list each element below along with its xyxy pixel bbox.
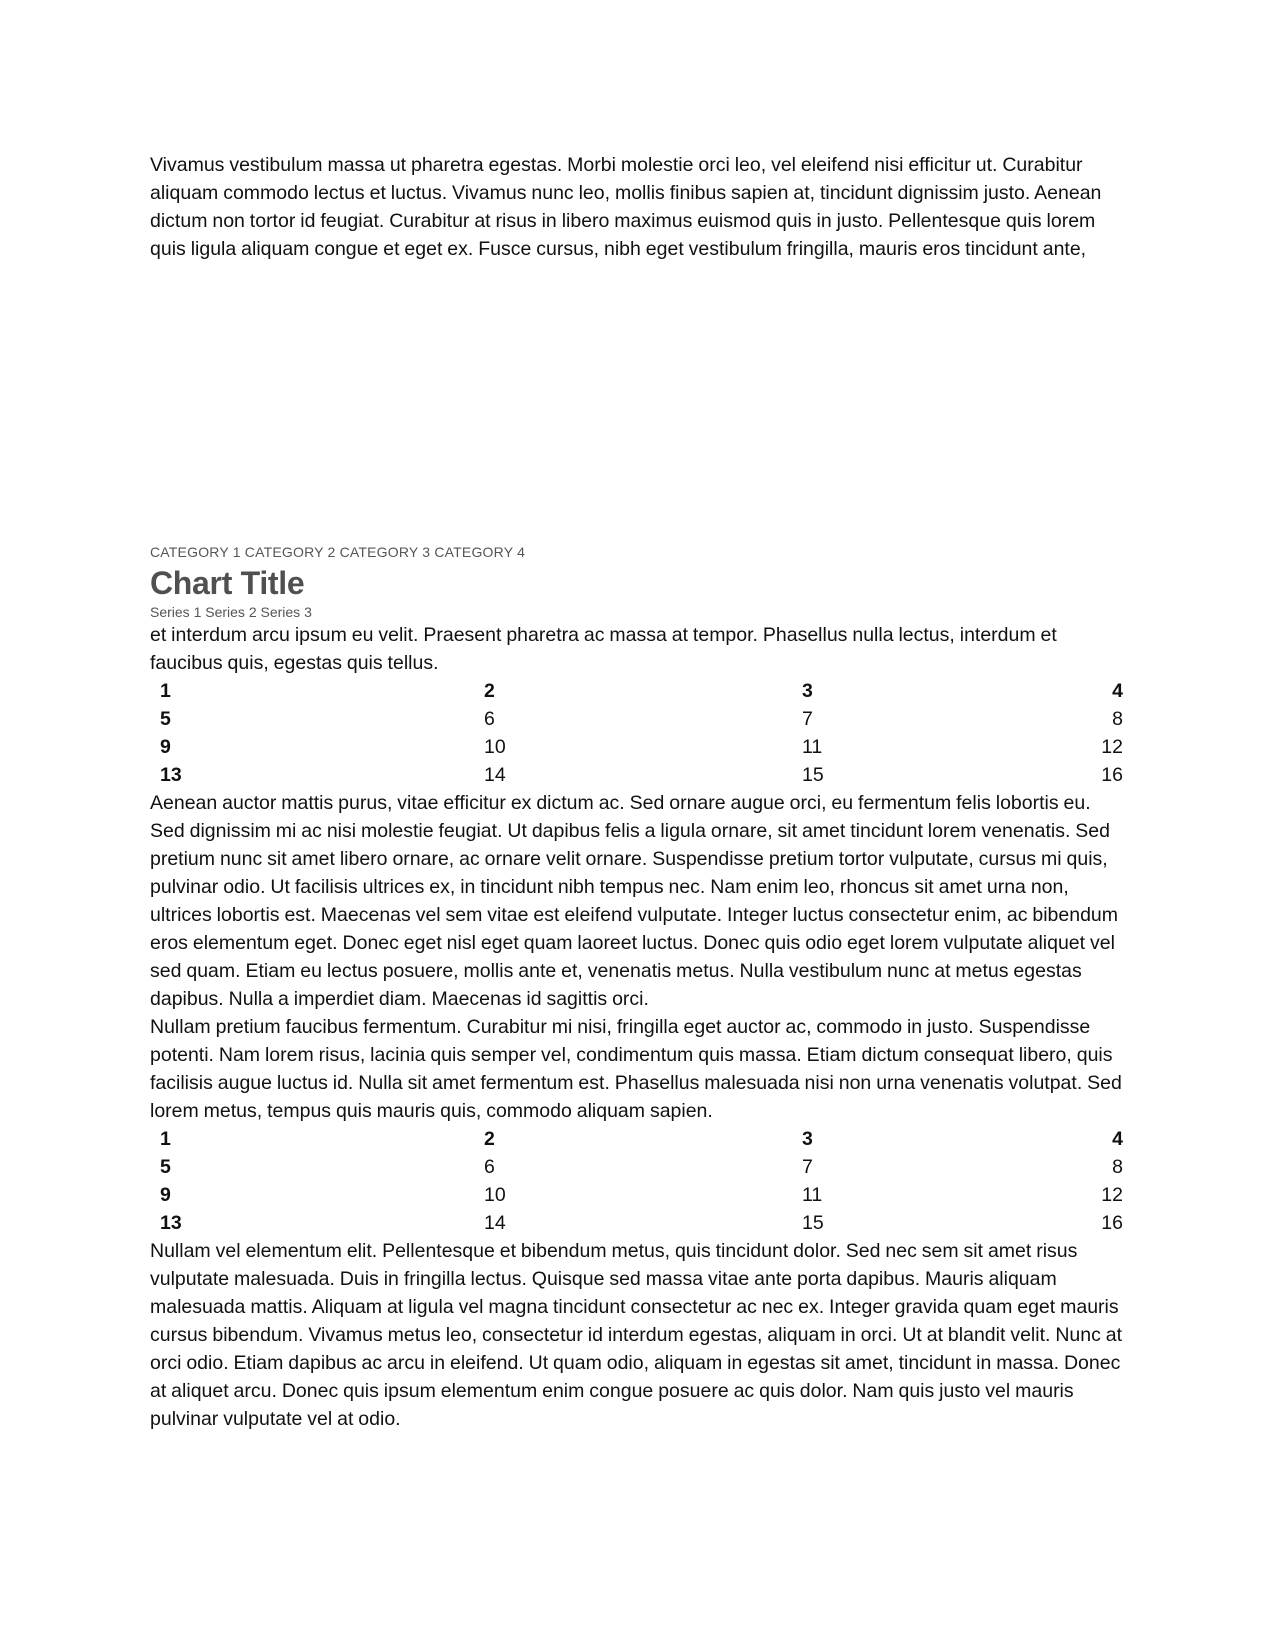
table-cell: 10: [484, 736, 506, 758]
body-paragraph-3: Aenean auctor mattis purus, vitae efficitur ex dictum ac. Sed ornare augue orci, eu fermentum felis lobortis eu. Sed dignissim mi ac nisi molestie feugiat. Ut dapibus felis a ligula ornare, sit amet tincidunt lorem venenatis. Sed pretium nunc sit amet libero ornare, ac ornare velit ornare. Suspendisse pretium tortor vulputate, cursus mi quis, pulvinar odio. Ut facilisis ultrices ex, in tincidunt nibh tempus nec. Nam enim leo, rhoncus sit amet urna non, ultrices lobortis est. Maecenas vel sem vitae est eleifend vulputate. Integer luctus consectetur enim, ac bibendum eros elementum eget. Donec eget nisl eget quam laoreet luctus. Donec quis odio eget lorem vulputate aliquet vel sed quam. Etiam eu lectus posuere, mollis ante et, venenatis metus. Nulla vestibulum nunc at metus egestas dapibus. Nulla a imperdiet diam. Maecenas id sagittis orci.: [150, 792, 1119, 1010]
table-row: [150, 1125, 1125, 1153]
table-row: [150, 1153, 1125, 1181]
table-cell: 13: [160, 1212, 182, 1234]
table-cell: 14: [484, 764, 506, 786]
body-paragraph-2: et interdum arcu ipsum eu velit. Praesent pharetra ac massa at tempor. Phasellus nulla lectus, interdum et faucibus quis, egestas quis tellus.: [150, 624, 1057, 674]
table-cell: 14: [484, 1212, 506, 1234]
table-cell: 2: [484, 1128, 495, 1150]
table-cell: 1: [160, 680, 171, 702]
intro-section: [150, 151, 1125, 263]
table-row: [150, 761, 1125, 789]
number-table-2: [150, 1125, 1125, 1237]
table-cell: 9: [160, 736, 171, 758]
table-cell: 3: [802, 680, 813, 702]
chart-category-labels: CATEGORY 1 CATEGORY 2 CATEGORY 3 CATEGORY 4: [150, 544, 526, 560]
table-cell: 7: [802, 1156, 813, 1178]
table-cell: 6: [484, 708, 495, 730]
intro-paragraph: Vivamus vestibulum massa ut pharetra egestas. Morbi molestie orci leo, vel eleifend nisi efficitur ut. Curabitur aliquam commodo lectus et luctus. Vivamus nunc leo, mollis finibus sapien at, tincidunt dignissim justo. Aenean dictum non tortor id feugiat. Curabitur at risus in libero maximus euismod quis in justo. Pellentesque quis lorem quis ligula aliquam congue et eget ex. Fusce cursus, nibh eget vestibulum fringilla, mauris eros tincidunt ante,: [150, 154, 1102, 260]
table-cell: 6: [484, 1156, 495, 1178]
table-row: [150, 733, 1125, 761]
table-cell: 8: [1112, 1156, 1123, 1178]
table-cell: 10: [484, 1184, 506, 1206]
table-cell: 9: [160, 1184, 171, 1206]
body-paragraph-4: Nullam pretium faucibus fermentum. Curabitur mi nisi, fringilla eget auctor ac, commodo in justo. Suspendisse potenti. Nam lorem risus, lacinia quis semper vel, condimentum quis massa. Etiam dictum consequat libero, quis facilisis augue luctus id. Nulla sit amet fermentum est. Phasellus malesuada nisi non urna venenatis volutpat. Sed lorem metus, tempus quis mauris quis, commodo aliquam sapien.: [150, 1016, 1122, 1122]
table-cell: 11: [802, 736, 823, 758]
table-cell: 15: [802, 1212, 824, 1234]
table-row: [150, 1181, 1125, 1209]
table-cell: 4: [1112, 1128, 1123, 1150]
table-cell: 3: [802, 1128, 813, 1150]
table-row: [150, 705, 1125, 733]
table-row: [150, 677, 1125, 705]
table-cell: 16: [1101, 764, 1123, 786]
table-cell: 1: [160, 1128, 171, 1150]
chart-title: Chart Title: [150, 565, 305, 601]
chart-placeholder: [150, 543, 1125, 621]
table-cell: 13: [160, 764, 182, 786]
body-paragraph-5: Nullam vel elementum elit. Pellentesque et bibendum metus, quis tincidunt dolor. Sed nec sem sit amet risus vulputate malesuada. Duis in fringilla lectus. Quisque sed massa vitae ante porta dapibus. Mauris aliquam malesuada mattis. Aliquam at ligula vel magna tincidunt consectetur ac nec ex. Integer gravida quam eget mauris cursus bibendum. Vivamus metus leo, consectetur id interdum egestas, aliquam in orci. Ut at blandit velit. Nunc at orci odio. Etiam dapibus ac arcu in eleifend. Ut quam odio, aliquam in egestas sit amet, tincidunt in massa. Donec at aliquet arcu. Donec quis ipsum elementum enim congue posuere ac quis dolor. Nam quis justo vel mauris pulvinar vulputate vel at odio.: [150, 1240, 1123, 1430]
table-cell: 12: [1101, 736, 1123, 758]
table-cell: 7: [802, 708, 813, 730]
table-cell: 5: [160, 1156, 171, 1178]
table-cell: 11: [802, 1184, 823, 1206]
table-cell: 12: [1101, 1184, 1123, 1206]
table-cell: 8: [1112, 708, 1123, 730]
table-cell: 4: [1112, 680, 1123, 702]
chart-legend: Series 1 Series 2 Series 3: [150, 604, 312, 620]
table-cell: 15: [802, 764, 824, 786]
number-table-1: [150, 677, 1125, 789]
table-cell: 5: [160, 708, 171, 730]
table-cell: 16: [1101, 1212, 1123, 1234]
main-section: [150, 543, 1125, 1433]
table-row: [150, 1209, 1125, 1237]
table-cell: 2: [484, 680, 495, 702]
